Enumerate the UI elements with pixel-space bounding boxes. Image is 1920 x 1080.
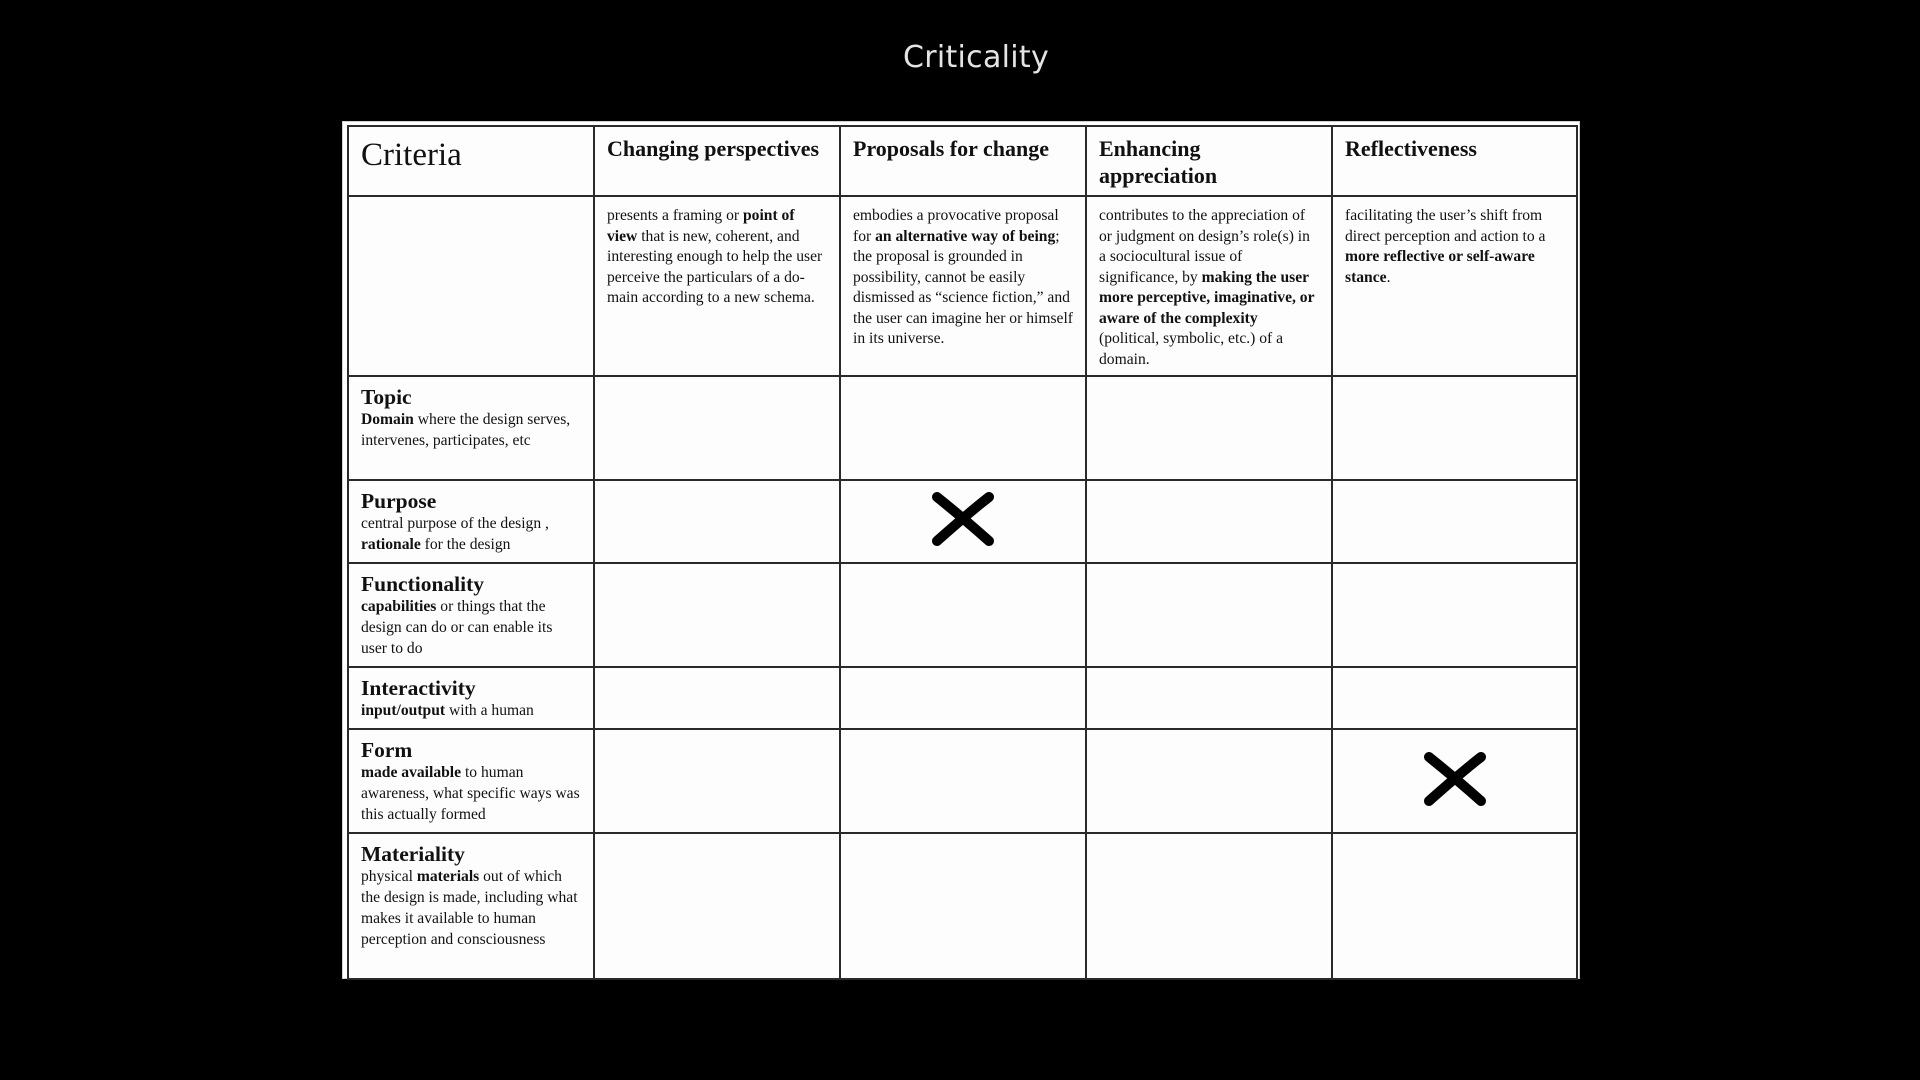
column-description bbox=[1332, 196, 1577, 376]
criteria-cell bbox=[840, 563, 1086, 667]
column-heading-reflectiveness: Reflectiveness bbox=[1332, 126, 1577, 196]
emphasized-text: more reflective or self-aware stance bbox=[1345, 248, 1535, 286]
row-title: Purpose bbox=[361, 489, 437, 513]
criteria-row bbox=[348, 563, 1577, 667]
text-run: (political, symbolic, etc.) of a domain. bbox=[1099, 330, 1284, 368]
corner-label: Criteria bbox=[348, 126, 594, 196]
criteria-cell bbox=[1332, 376, 1577, 480]
text-run: that is new, coherent, and interesting enough to help the user perceive the particulars of a do- main according to a new schema. bbox=[607, 227, 823, 306]
criteria-row bbox=[348, 376, 1577, 480]
criteria-cell bbox=[594, 833, 840, 979]
column-description bbox=[594, 196, 840, 376]
emphasized-text: point of view bbox=[607, 207, 795, 245]
criteria-sheet bbox=[342, 121, 1580, 979]
emphasized-text: rationale bbox=[361, 536, 421, 553]
criteria-cell bbox=[594, 729, 840, 833]
emphasized-text: input/output bbox=[361, 702, 446, 719]
header-row bbox=[348, 126, 1577, 196]
description-row bbox=[348, 196, 1577, 376]
text-run: or things that the design can do or can enable its user to do bbox=[361, 598, 553, 657]
criteria-cell bbox=[840, 833, 1086, 979]
criteria-cell bbox=[840, 667, 1086, 729]
row-description bbox=[361, 596, 581, 659]
criteria-cell bbox=[1332, 833, 1577, 979]
criteria-row bbox=[348, 833, 1577, 979]
criteria-cell bbox=[1086, 667, 1332, 729]
criteria-row bbox=[348, 480, 1577, 563]
criteria-cell bbox=[594, 667, 840, 729]
row-title: Topic bbox=[361, 385, 412, 409]
row-label-cell bbox=[348, 563, 594, 667]
criteria-cell bbox=[840, 729, 1086, 833]
text-run: facilitating the user’s shift from direct perception and action to a bbox=[1345, 207, 1546, 245]
criteria-cell bbox=[1332, 563, 1577, 667]
emphasized-text: Domain bbox=[361, 411, 414, 428]
row-label-cell bbox=[348, 833, 594, 979]
criteria-cell bbox=[594, 480, 840, 563]
criteria-cell bbox=[594, 376, 840, 480]
row-title: Materiality bbox=[361, 842, 465, 866]
row-title: Interactivity bbox=[361, 676, 476, 700]
text-run: to human awareness, what specific ways was this actually formed bbox=[361, 764, 580, 823]
text-run: central purpose of the design , bbox=[361, 515, 549, 532]
row-label-cell bbox=[348, 480, 594, 563]
text-run: where the design serves, intervenes, participates, etc bbox=[361, 411, 571, 449]
text-run: embodies a provocative proposal for bbox=[853, 207, 1059, 245]
criteria-cell bbox=[594, 563, 840, 667]
text-run: for the design bbox=[420, 536, 511, 553]
row-label-cell bbox=[348, 667, 594, 729]
criteria-cell bbox=[1086, 563, 1332, 667]
text-run: ; the proposal is grounded in possibility, cannot be easily dismissed as “science fiction,” and the user can imagine her or himself in its universe. bbox=[853, 227, 1073, 347]
column-description bbox=[840, 196, 1086, 376]
row-label-cell bbox=[348, 376, 594, 480]
criteria-row bbox=[348, 667, 1577, 729]
criteria-cell bbox=[1332, 480, 1577, 563]
criteria-cell bbox=[1086, 480, 1332, 563]
slide-title: Criticality bbox=[902, 40, 1050, 75]
emphasized-text: making the user more perceptive, imaginative, or aware of the complexity bbox=[1099, 268, 1315, 327]
x-mark-icon bbox=[927, 489, 999, 549]
text-run: with a human bbox=[445, 702, 534, 719]
column-heading-enhancing-appreciation: Enhancing appreciation bbox=[1086, 126, 1332, 196]
emphasized-text: made available bbox=[361, 764, 462, 781]
text-run: presents a framing or bbox=[607, 207, 743, 224]
row-description bbox=[361, 700, 581, 721]
criticality-criteria-table bbox=[347, 125, 1578, 980]
description-row-label bbox=[348, 196, 594, 376]
column-heading-changing-perspectives: Changing perspectives bbox=[594, 126, 840, 196]
criteria-cell bbox=[1086, 376, 1332, 480]
text-run: physical bbox=[361, 868, 417, 885]
row-label-cell bbox=[348, 729, 594, 833]
criteria-row bbox=[348, 729, 1577, 833]
criteria-cell bbox=[1332, 667, 1577, 729]
row-title: Form bbox=[361, 738, 413, 762]
row-title: Functionality bbox=[361, 572, 485, 596]
text-run: . bbox=[1386, 268, 1391, 286]
criteria-cell bbox=[1086, 729, 1332, 833]
criteria-cell bbox=[1332, 729, 1577, 833]
text-run: contributes to the appreciation of or judgment on design’s role(s) in a sociocultural issue of significance, by bbox=[1099, 207, 1310, 286]
row-description bbox=[361, 513, 581, 555]
row-description bbox=[361, 762, 581, 825]
x-mark-icon bbox=[1419, 749, 1491, 809]
emphasized-text: capabilities bbox=[361, 598, 437, 615]
column-description bbox=[1086, 196, 1332, 376]
row-description bbox=[361, 866, 581, 950]
criteria-cell bbox=[1086, 833, 1332, 979]
column-heading-proposals-for-change: Proposals for change bbox=[840, 126, 1086, 196]
criteria-cell bbox=[840, 480, 1086, 563]
emphasized-text: materials bbox=[416, 868, 480, 885]
criteria-cell bbox=[840, 376, 1086, 480]
text-run: out of which the design is made, including what makes it available to human perception and consciousness bbox=[361, 868, 578, 948]
row-description bbox=[361, 409, 581, 451]
emphasized-text: an alternative way of being bbox=[875, 227, 1056, 245]
